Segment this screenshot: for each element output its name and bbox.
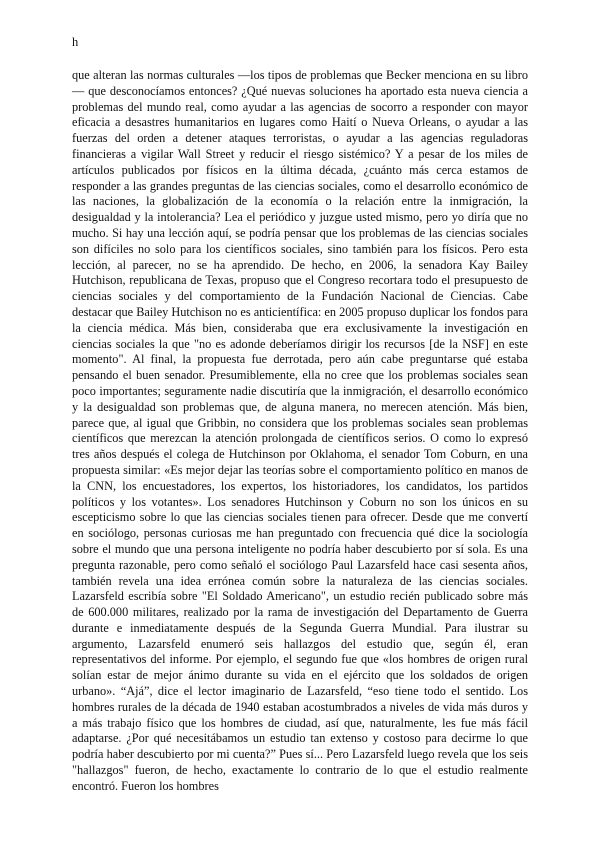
page-header-mark: h [72, 35, 79, 49]
body-paragraph: que alteran las normas culturales —los tipos de problemas que Becker menciona en su libro— que desconocíamos entonces? ¿Qué nuevas soluciones ha aportado esta nueva ciencia a problemas del mundo real, como ayudar a las agencias de socorro a responder con mayor eficacia a desastres humanitarios en lugares como Haití o Nueva Orleans, o ayudar a las fuerzas del orden a detener ataques terroristas, o ayudar a las agencias reguladoras financieras a vigilar Wall Street y reducir el riesgo sistémico? Y a pesar de los miles de artículos publicados por físicos en la última década, ¿cuánto más cerca estamos de responder a las grandes preguntas de las ciencias sociales, como el desarrollo económico de las naciones, la globalización de la economía o la relación entre la inmigración, la desigualdad y la intolerancia? Lea el periódico y juzgue usted mismo, pero yo diría que no mucho. Si hay una lección aquí, se podría pensar que los problemas de las ciencias sociales son difíciles no solo para los científicos sociales, sino también para los físicos. Pero esta lección, al parecer, no se ha aprendido. De hecho, en 2006, la senadora Kay Bailey Hutchison, republicana de Texas, propuso que el Congreso recortara todo el presupuesto de ciencias sociales y del comportamiento de la Fundación Nacional de Ciencias. Cabe destacar que Bailey Hutchison no es anticientífica: en 2005 propuso duplicar los fondos para la ciencia médica. Más bien, consideraba que era exclusivamente la investigación en ciencias sociales la que "no es adonde deberíamos dirigir los recursos [de la NSF] en este momento". Al final, la propuesta fue derrotada, pero aún cabe preguntarse qué estaba pensando el buen senador. Presumiblemente, ella no cree que los problemas sociales sean poco importantes; seguramente nadie discutiría que la inmigración, el desarrollo económico y la desigualdad son problemas que, de alguna manera, no merecen atención. Más bien, parece que, al igual que Gribbin, no considera que los problemas sociales sean problemas científicos que merezcan la atención prolongada de científicos serios. O como lo expresó tres años después el colega de Hutchinson por Oklahoma, el senador Tom Coburn, en una propuesta similar: «Es mejor dejar las teorías sobre el comportamiento político en manos de la CNN, los encuestadores, los expertos, los historiadores, los candidatos, los partidos políticos y los votantes». Los senadores Hutchinson y Coburn no son los únicos en su escepticismo sobre lo que las ciencias sociales tienen para ofrecer. Desde que me convertí en sociólogo, personas curiosas me han preguntado con frecuencia qué dice la sociología sobre el mundo que una persona inteligente no podría haber descubierto por sí sola. Es una pregunta razonable, pero como señaló el sociólogo Paul Lazarsfeld hace casi sesenta años, también revela una idea errónea común sobre la naturaleza de las ciencias sociales. Lazarsfeld escribía sobre "El Soldado Americano", un estudio recién publicado sobre más de 600.000 militares, realizado por la rama de investigación del Departamento de Guerra durante e inmediatamente después de la Segunda Guerra Mundial. Para ilustrar su argumento, Lazarsfeld enumeró seis hallazgos del estudio que, según él, eran representativos del informe. Por ejemplo, el segundo fue que «los hombres de origen rural solían estar de mejor ánimo durante su vida en el ejército que los soldados de origen urbano». “Ajá”, dice el lector imaginario de Lazarsfeld, “eso tiene todo el sentido. Los hombres rurales de la década de 1940 estaban acostumbrados a niveles de vida más duros y a más trabajo físico que los hombres de ciudad, así que, naturalmente, les fue más fácil adaptarse. ¿Por qué necesitábamos un estudio tan extenso y costoso para decirme lo que podría haber descubierto por mi cuenta?” Pues sí... Pero Lazarsfeld luego revela que los seis "hallazgos" fueron, de hecho, exactamente lo contrario de lo que el estudio realmente encontró. Fueron los hombres [72, 68, 528, 793]
